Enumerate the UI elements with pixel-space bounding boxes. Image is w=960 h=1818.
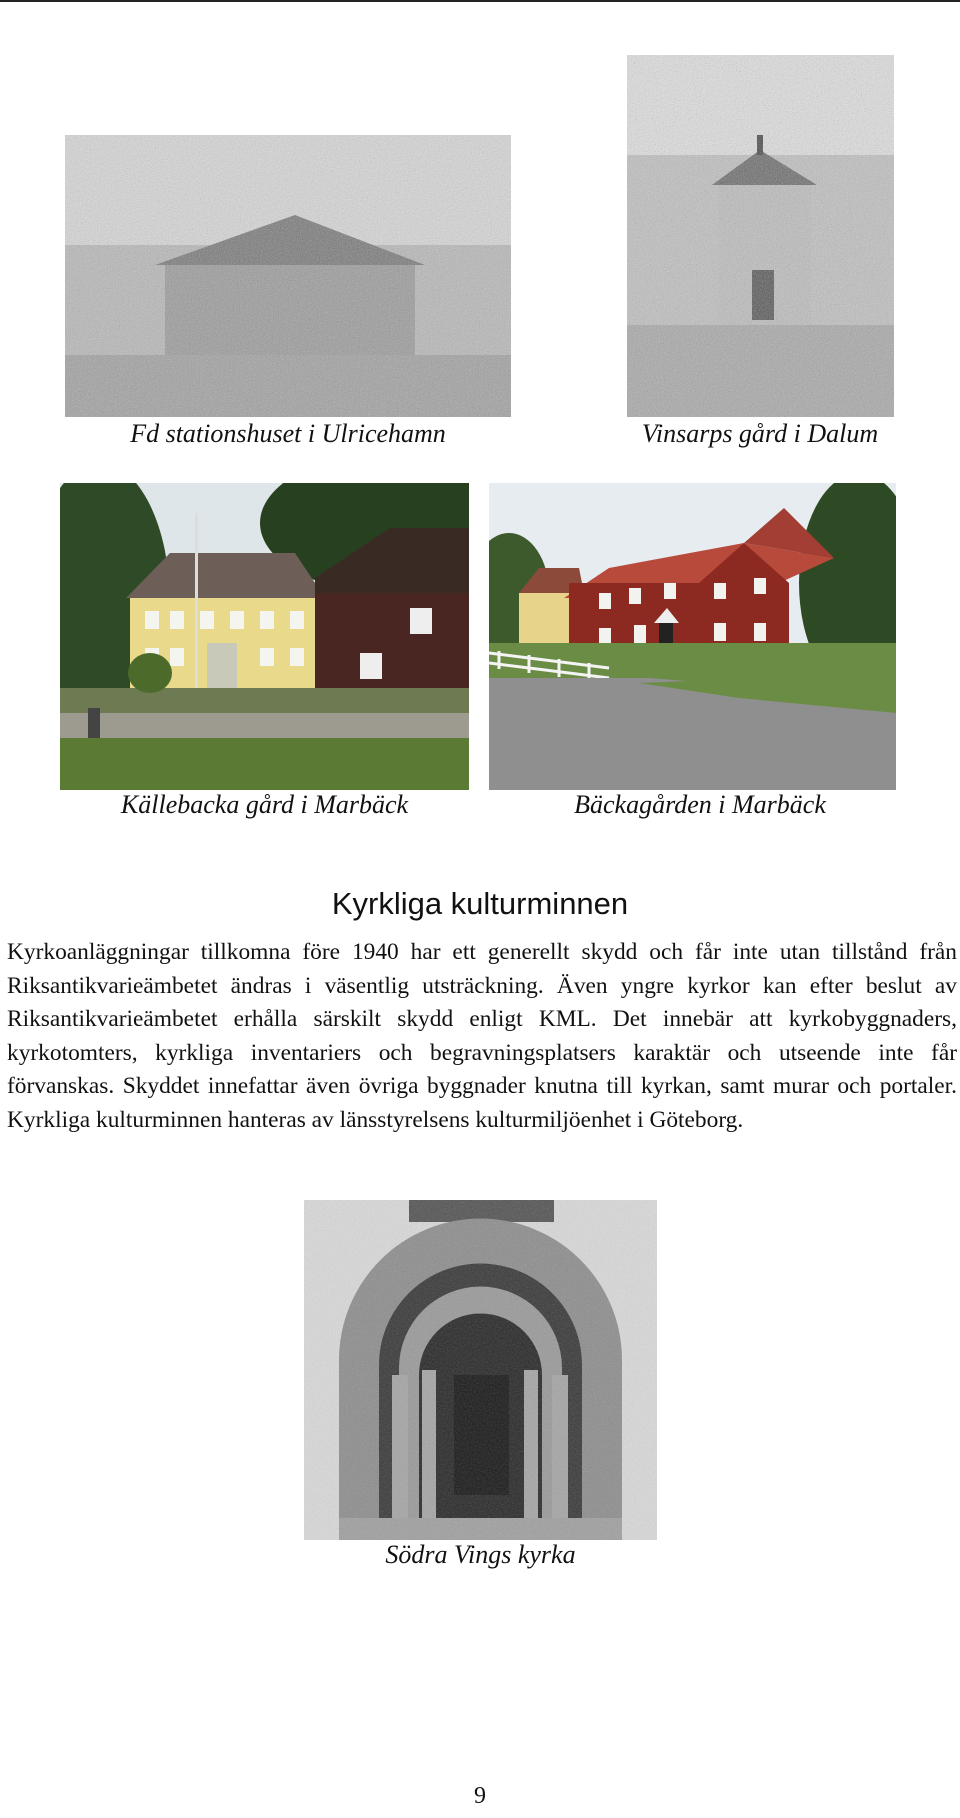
section-heading: Kyrkliga kulturminnen xyxy=(331,886,629,921)
church-portal-caption: Södra Vings kyrka xyxy=(385,1540,576,1569)
kallebacka-farm-caption: Källebacka gård i Marbäck xyxy=(120,790,409,819)
church-portal-photo xyxy=(304,1200,657,1540)
vinsarp-farm-caption: Vinsarps gård i Dalum xyxy=(641,419,879,448)
station-house-caption: Fd stationshuset i Ulricehamn xyxy=(130,419,446,448)
vinsarp-farm-photo xyxy=(627,55,894,417)
page-top-rule xyxy=(0,0,960,2)
page-number: 9 xyxy=(474,1783,486,1809)
section-body-text: Kyrkoanläggningar tillkomna före 1940 har ett generellt skydd och får inte utan tillstånd från Riksantikvarieämbetet ändras i väsentlig utsträckning. Även yngre kyrkor kan efter beslut av Riksantikvarieämbetet erhålla särskilt skydd enligt KML. Det innebär att kyrkobyggnaders, kyrkotomters, kyrkliga inventariers och begravningsplatsers karaktär och utseende inte får förvanskas. Skyddet innefattar även övriga byggnader knutna till kyrkan, samt murar och portaler. Kyrkliga kulturminnen hanteras av länsstyrelsens kulturmiljöenhet i Göteborg. xyxy=(7,939,957,1133)
backagarden-caption: Bäckagården i Marbäck xyxy=(574,790,826,819)
station-house-photo xyxy=(65,135,511,417)
backagarden-photo xyxy=(489,483,896,790)
kallebacka-farm-photo xyxy=(60,483,469,790)
